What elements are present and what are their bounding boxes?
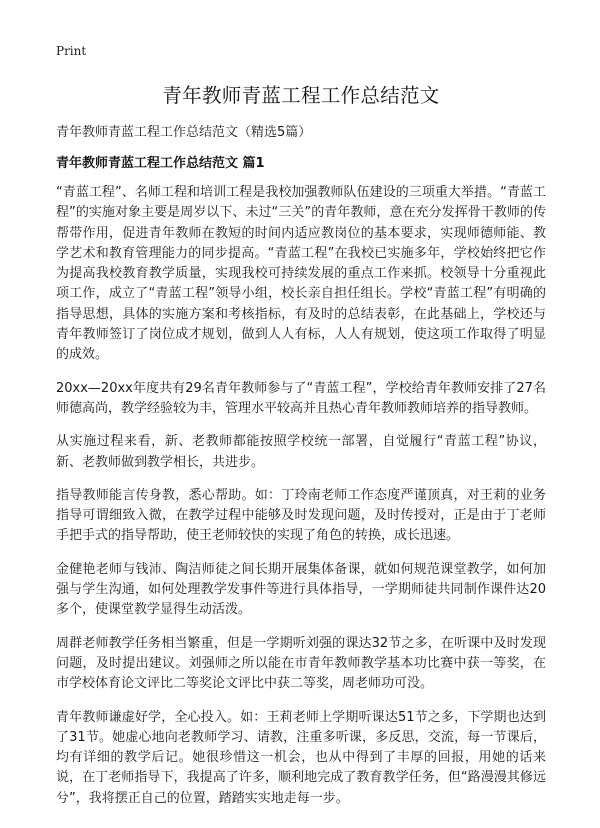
print-link[interactable]: Print bbox=[56, 44, 87, 58]
paragraph: “青蓝工程”、名师工程和培训工程是我校加强教师队伍建设的三项重大举措。“青蓝工程”的实施对象主要是周岁以下、未过“三关”的青年教师，意在充分发挥骨干教师的传帮带作用，促进青年教师在教短的时间内适应教岗位的基本要求，实现师德师能、教学艺术和教育管理能力的同步提高。“青蓝工程”在我校已实施多年，学校始终把它作为提高我校教育教学质量，实现我校可持续发展的重点工作来抓。校领导十分重视此项工作，成立了“青蓝工程”领导小组，校长亲自担任组长。学校“青蓝工程”有明确的指导思想，具体的实施方案和考核指标，有及时的总结表彰，在此基础上，学校还与青年教师签订了岗位成才规划，做到人人有标，人人有规划，使这项工作取得了明显的成效。 bbox=[56, 185, 546, 363]
paragraph: 青年教师谦虚好学，全心投入。如：王莉老师上学期听课达51节之多，下学期也达到了31节。她虚心地向老教师学习、请教，注重多听课，多反思，交流，每一节课后，均有详细的教学后记。她很珍惜这一机会，也从中得到了丰厚的回报，用她的话来说，在丁老师指导下，我提高了许多，顺利地完成了教育教学任务，但“路漫漫其修远兮”，我将摆正自己的位置，踏踏实实地走每一步。 bbox=[56, 709, 546, 806]
paragraph: 周群老师教学任务相当繁重，但是一学期听刘强的课达32节之多，在听课中及时发现问题，及时提出建议。刘强师之所以能在市青年教师教学基本功比赛中获一等奖，在市学校体育论文评比二等奖论文评比中获二等奖，周老师功可没。 bbox=[56, 635, 546, 692]
paragraph: 20xx—20xx年度共有29名青年教师参与了“青蓝工程”，学校给青年教师安排了27名师德高尚，教学经验较为丰，管理水平较高并且热心青年教师教师培养的指导教师。 bbox=[56, 380, 546, 416]
paragraph: 指导教师能言传身教，悉心帮助。如：丁玲南老师工作态度严谨顶真，对王莉的业务指导可谓细致入微，在教学过程中能够及时发现问题，及时传授对，正是由于丁老师手把手式的指导帮助，使王老师较快的实现了角色的转换，成长迅速。 bbox=[56, 487, 546, 544]
paragraph: 金健艳老师与钱沛、陶洁师徒之间长期开展集体备课，就如何规范课堂教学，如何加强与学生沟通，如何处理教学发事件等进行具体指导，一学期师徒共同制作课件达20多个，使课堂教学显得生动活泼。 bbox=[56, 561, 546, 618]
document-body bbox=[56, 183, 546, 822]
document-title: 青年教师青蓝工程工作总结范文 bbox=[162, 84, 440, 107]
document-subtitle: 青年教师青蓝工程工作总结范文（精选5篇） bbox=[56, 125, 312, 140]
section-heading: 青年教师青蓝工程工作总结范文 篇1 bbox=[56, 156, 265, 171]
paragraph: 从实施过程来看，新、老教师都能按照学校统一部署，自觉履行“青蓝工程”协议，新、老教师做到教学相长，共进步。 bbox=[56, 434, 546, 470]
